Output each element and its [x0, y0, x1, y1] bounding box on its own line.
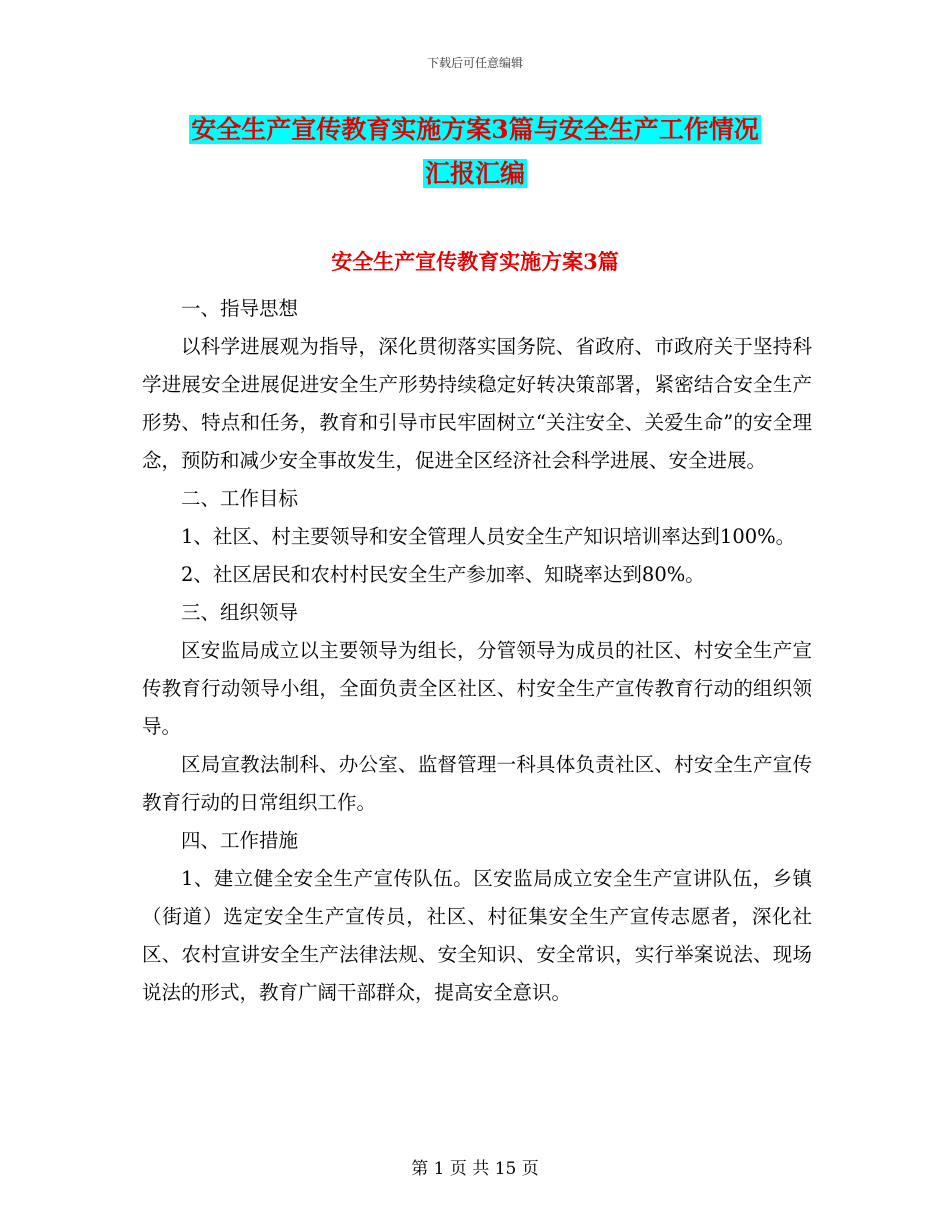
- paragraph-organization-1: 区安监局成立以主要领导为组长，分管领导为成员的社区、村安全生产宣传教育行动领导小组，全面负责全区社区、村安全生产宣传教育行动的组织领导。: [142, 639, 812, 738]
- heading-guiding-ideology: 一、指导思想: [181, 297, 299, 320]
- paragraph-goal-2: 2、社区居民和农村村民安全生产参加率、知晓率达到80%。: [181, 563, 705, 586]
- title-highlight-2: 汇报汇编: [424, 159, 525, 188]
- paragraph-guiding-ideology: 以科学进展观为指导，深化贯彻落实国务院、省政府、市政府关于坚持科学进展安全进展促进安全生产形势持续稳定好转决策部署，紧密结合安全生产形势、特点和任务，教育和引导市民牢固树立“关注安全、关爱生命”的安全理念，预防和减少安全事故发生，促进全区经济社会科学进展、安全进展。: [142, 335, 812, 472]
- heading-work-measures: 四、工作措施: [181, 829, 299, 852]
- page-footer: 第 1 页 共 15 页: [411, 1159, 539, 1179]
- section-title: 安全生产宣传教育实施方案3篇: [331, 249, 619, 274]
- paragraph-organization-2: 区局宣教法制科、办公室、监督管理一科具体负责社区、村安全生产宣传教育行动的日常组织工作。: [142, 753, 812, 814]
- heading-organization: 三、组织领导: [181, 601, 299, 624]
- header-note: 下载后可任意编辑: [426, 56, 523, 70]
- title-highlight-1: 安全生产宣传教育实施方案3篇与安全生产工作情况: [191, 115, 759, 144]
- paragraph-measure-1: 1、建立健全安全生产宣传队伍。区安监局成立安全生产宣讲队伍，乡镇（街道）选定安全生产宣传员，社区、村征集安全生产宣传志愿者，深化社区、农村宣讲安全生产法律法规、安全知识、安全常识，实行举案说法、现场说法的形式，教育广阔干部群众，提高安全意识。: [142, 867, 812, 1004]
- body-text: [142, 290, 812, 1012]
- heading-work-goals: 二、工作目标: [181, 487, 299, 510]
- document-title-line-1: [0, 112, 950, 148]
- paragraph-goal-1: 1、社区、村主要领导和安全管理人员安全生产知识培训率达到100%。: [181, 525, 796, 548]
- document-title-line-2: [0, 156, 950, 192]
